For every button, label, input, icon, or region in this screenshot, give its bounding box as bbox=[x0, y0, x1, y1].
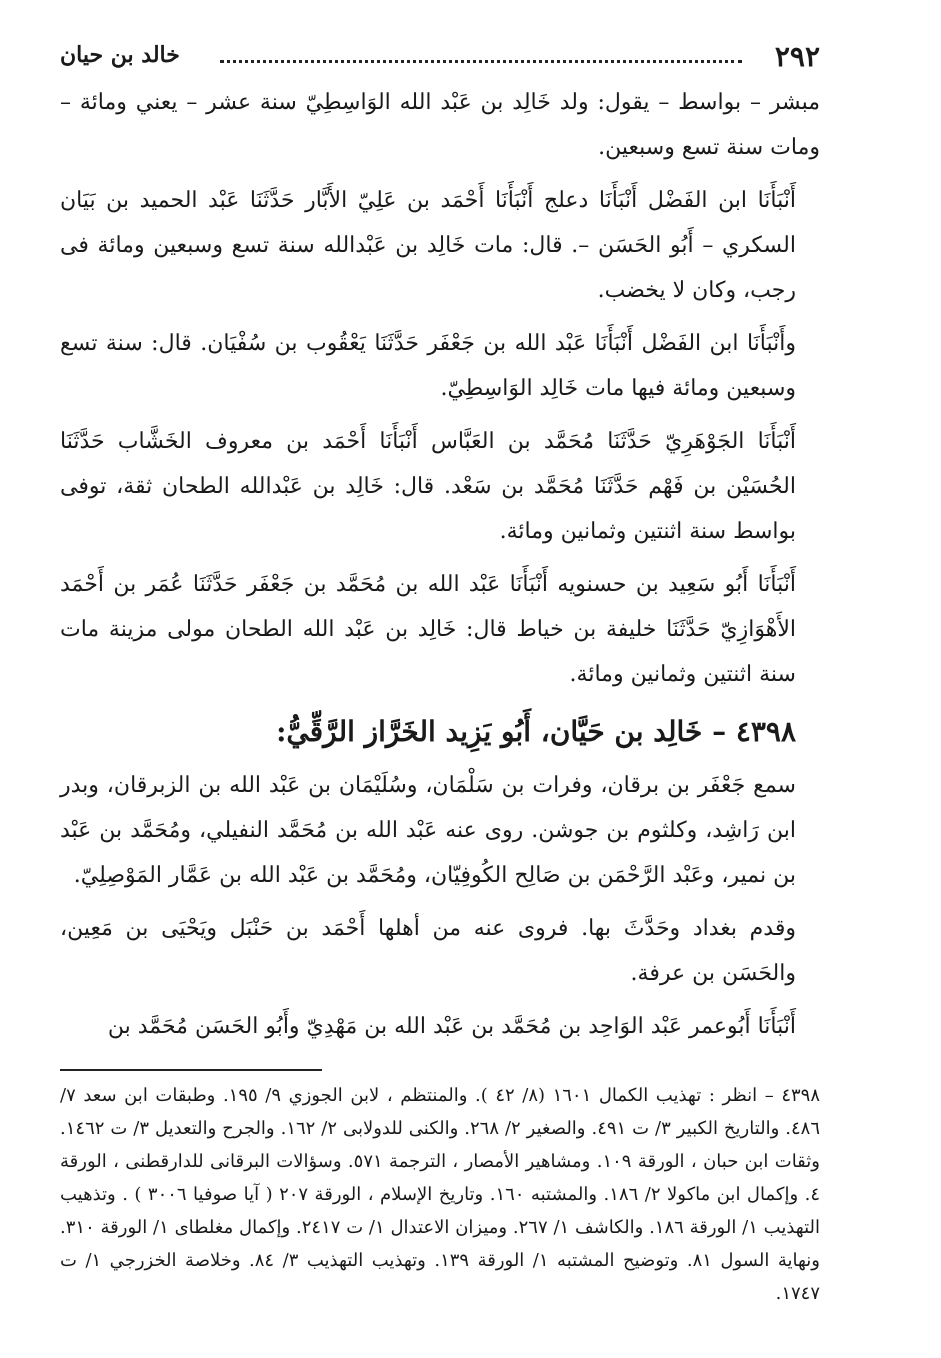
paragraph: أَنْبَأَنَا أَبُو سَعِيد بن حسنويه أَنْبَأَنَا عَبْد الله بن مُحَمَّد بن جَعْفَر حَدَّثَنَا عُمَر بن أَحْمَد الأَهْوَازِيّ حَدَّثَنَا خليفة بن خياط قال: خَالِد بن عَبْد الله الطحان مولى مزينة مات سنة اثنتين وثمانين ومائة. bbox=[60, 572, 796, 687]
paragraph: أَنْبَأَنَا ابن الفَضْل أَنْبَأَنَا دعلج أَنْبَأَنَا أَحْمَد بن عَلِيّ الأَبَّار حَدَّثَنَا عَبْد الحميد بن بَيَان السكري – أَبُو الحَسَن –. قال: مات خَالِد بن عَبْدالله سنة تسع وسبعين ومائة فى رجب، وكان لا يخضب. bbox=[60, 188, 796, 303]
header-leader-dots bbox=[220, 60, 742, 63]
footnote-separator bbox=[60, 1069, 322, 1071]
running-title: خالد بن حيان bbox=[60, 42, 180, 68]
paragraph: أَنْبَأَنَا أَبُوعمر عَبْد الوَاحِد بن مُحَمَّد بن عَبْد الله بن مَهْدِيّ وأَبُو الحَسَن مُحَمَّد بن bbox=[107, 1014, 796, 1039]
main-text bbox=[60, 80, 820, 1049]
paragraph: سمع جَعْفَر بن برقان، وفرات بن سَلْمَان، وسُلَيْمَان بن عَبْد الله بن الزبرقان، وبدر ابن رَاشِد، وكلثوم بن جوشن. روى عنه عَبْد الله بن مُحَمَّد النفيلي، ومُحَمَّد بن عَبْد بن نمير، وعَبْد الرَّحْمَن بن صَالِح الكُوفِيّان، ومُحَمَّد بن عَبْد الله بن عَمَّار المَوْصِلِيّ. bbox=[60, 773, 796, 888]
paragraph: وقدم بغداد وحَدَّثَ بها. فروى عنه من أهلها أَحْمَد بن حَنْبَل ويَحْيَى بن مَعِين، والحَسَن بن عرفة. bbox=[60, 916, 796, 986]
paragraph: وأَنْبَأَنَا ابن الفَضْل أَنْبَأَنَا عَبْد الله بن جَعْفَر حَدَّثَنَا يَعْقُوب بن سُفْيَان. قال: سنة تسع وسبعين ومائة فيها مات خَالِد الوَاسِطِيّ. bbox=[60, 331, 796, 401]
paragraph: مبشر – بواسط – يقول: ولد خَالِد بن عَبْد الله الوَاسِطِيّ سنة عشر – يعني ومائة – ومات سنة تسع وسبعين. bbox=[60, 90, 820, 160]
document-page bbox=[60, 40, 820, 1310]
page-header bbox=[60, 40, 820, 80]
footnote: ٤٣٩٨ – انظر : تهذيب الكمال ١٦٠١ (٨/ ٤٢ ). والمنتظم ، لابن الجوزي ٩/ ١٩٥. وطبقات ابن سعد ٧/ ٤٨٦. والتاريخ الكبير ٣/ ت ٤٩١. والصغير ٢/ ٢٦٨. والكنى للدولابى ٢/ ١٦٢. والجرح والتعديل ٣/ ت ١٤٦٢. وثقات ابن حبان ، الورقة ١٠٩. ومشاهير الأمصار ، الترجمة ٥٧١. وسؤالات البرقانى للدارقطنى ، الورقة ٤. وإكمال ابن ماكولا ٢/ ١٨٦. والمشتبه ١٦٠. وتاريخ الإسلام ، الورقة ٢٠٧ ( آيا صوفيا ٣٠٠٦ ) . وتذهيب التهذيب ١/ الورقة ١٨٦. والكاشف ١/ ٢٦٧. وميزان الاعتدال ١/ ت ٢٤١٧. وإكمال مغلطاى ١/ الورقة ٣١٠. ونهاية السول ٨١. وتوضيح المشتبه ١/ الورقة ١٣٩. وتهذيب التهذيب ٣/ ٨٤. وخلاصة الخزرجي ١/ ت ١٧٤٧. bbox=[60, 1085, 821, 1304]
page-number: ٢٩٢ bbox=[774, 40, 820, 73]
entry-heading: ٤٣٩٨ – خَالِد بن حَيَّان، أَبُو يَزِيد الخَرَّاز الرَّقِّيُّ: bbox=[276, 715, 796, 748]
paragraph: أَنْبَأَنَا الجَوْهَرِيّ حَدَّثَنَا مُحَمَّد بن العَبَّاس أَنْبَأَنَا أَحْمَد بن معروف الخَشَّاب حَدَّثَنَا الحُسَيْن بن فَهْم حَدَّثَنَا مُحَمَّد بن سَعْد. قال: خَالِد بن عَبْدالله الطحان ثقة، توفى بواسط سنة اثنتين وثمانين ومائة. bbox=[60, 429, 796, 544]
